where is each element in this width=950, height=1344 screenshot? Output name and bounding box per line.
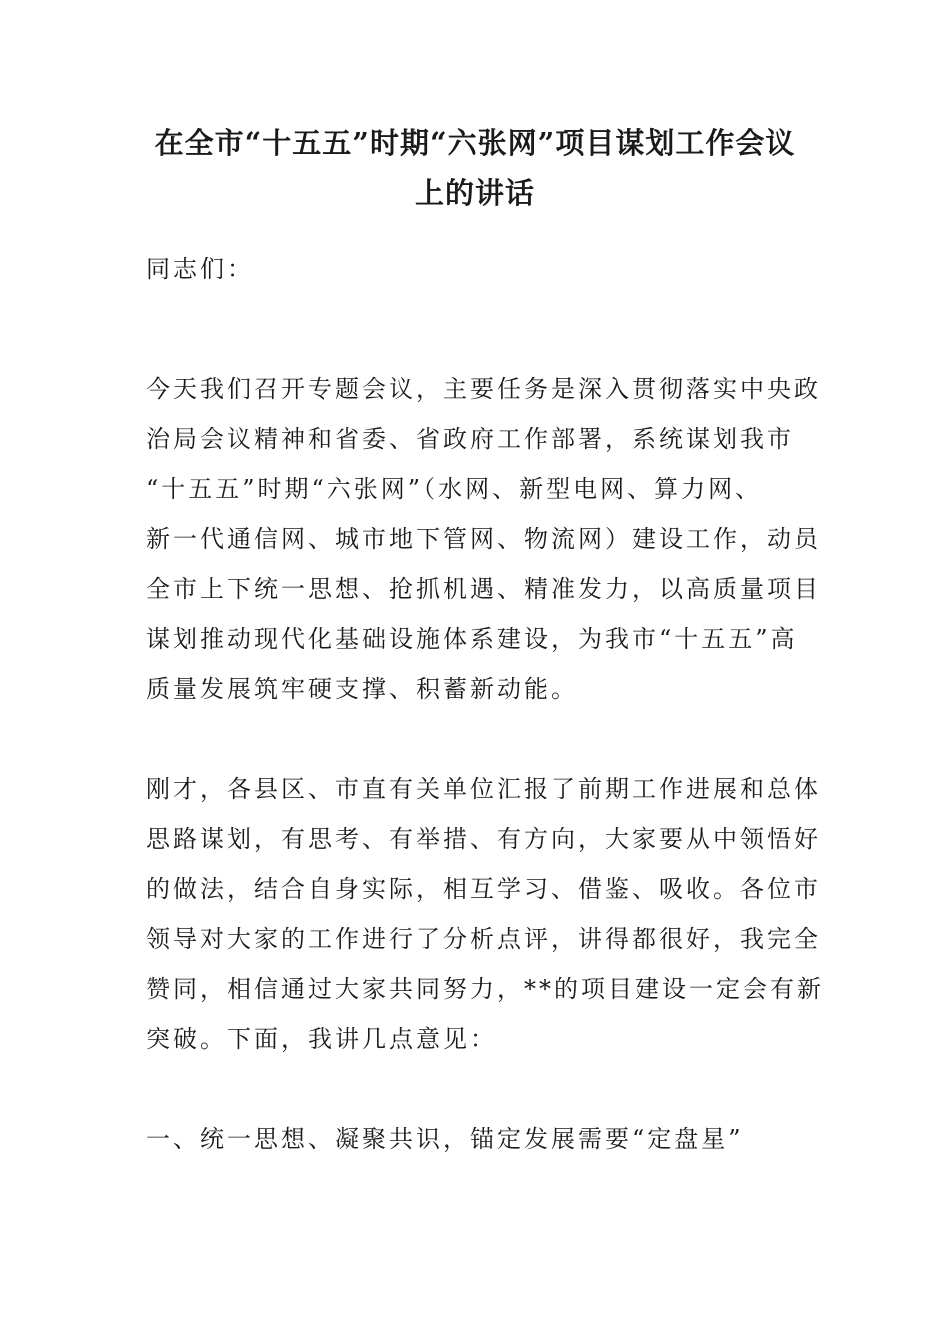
paragraph-1-line: 全市上下统一思想、抢抓机遇、精准发力，以高质量项目 <box>146 575 821 603</box>
title-line-1: 在全市“十五五”时期“六张网”项目谋划工作会议 <box>154 126 796 160</box>
section-heading-1: 一、统一思想、凝聚共识，锚定发展需要“定盘星” <box>146 1125 744 1153</box>
paragraph-2-line: 刚才，各县区、市直有关单位汇报了前期工作进展和总体 <box>146 775 821 803</box>
paragraph-1-line: 今天我们召开专题会议，主要任务是深入贯彻落实中央政 <box>146 375 821 403</box>
paragraph-1-line: 治局会议精神和省委、省政府工作部署，系统谋划我市 <box>146 425 794 453</box>
paragraph-2-line: 突破。下面，我讲几点意见： <box>146 1025 497 1053</box>
paragraph-1-line: 谋划推动现代化基础设施体系建设，为我市“十五五”高 <box>146 625 798 653</box>
paragraph-2 <box>146 764 824 1064</box>
paragraph-1 <box>146 364 821 714</box>
title-line-2: 上的讲话 <box>414 176 535 210</box>
paragraph-2-line: 思路谋划，有思考、有举措、有方向，大家要从中领悟好 <box>146 825 821 853</box>
paragraph-1-line: 质量发展筑牢硬支撑、积蓄新动能。 <box>146 675 578 703</box>
paragraph-2-line: 赞同，相信通过大家共同努力，**的项目建设一定会有新 <box>146 975 824 1003</box>
paragraph-1-line: “十五五”时期“六张网”（水网、新型电网、算力网、 <box>146 475 763 503</box>
paragraph-2-line: 的做法，结合自身实际，相互学习、借鉴、吸收。各位市 <box>146 875 821 903</box>
document-title <box>100 118 850 218</box>
paragraph-2-line: 领导对大家的工作进行了分析点评，讲得都很好，我完全 <box>146 925 821 953</box>
salutation: 同志们： <box>146 255 254 283</box>
paragraph-1-line: 新一代通信网、城市地下管网、物流网）建设工作，动员 <box>146 525 821 553</box>
